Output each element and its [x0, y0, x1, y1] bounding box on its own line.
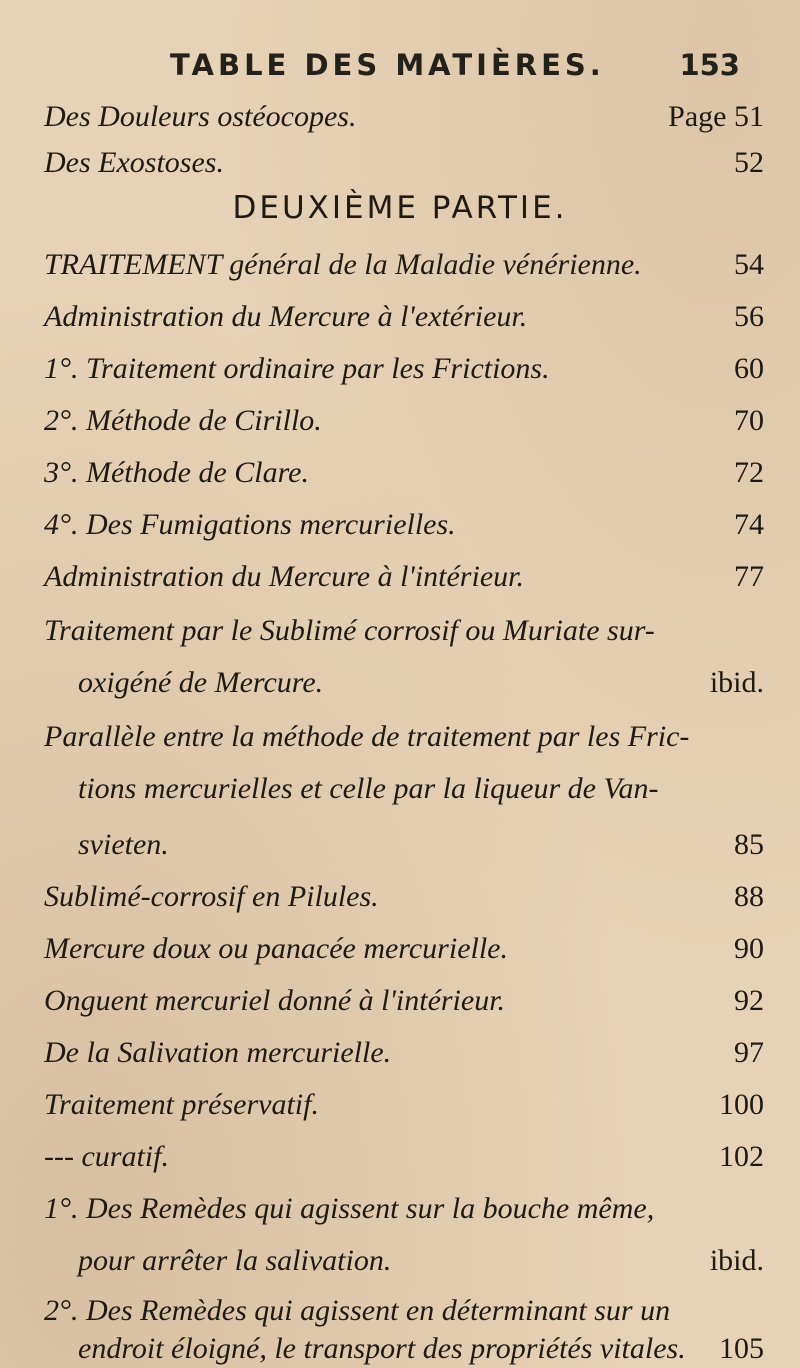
toc-entry-text: endroit éloigné, le transport des propriétés vitales. [78, 1332, 686, 1365]
toc-entry-page: 90 [734, 932, 764, 965]
toc-entry-text: pour arrêter la salivation. [78, 1244, 392, 1277]
toc-entry-page: ibid. [709, 666, 764, 699]
toc-entry-page: 92 [734, 984, 764, 1017]
toc-entry-page: 52 [734, 146, 764, 179]
toc-entry-text: 3°. Méthode de Clare. [44, 456, 309, 489]
toc-entry-text: --- curatif. [44, 1140, 169, 1173]
toc-entry-page: ibid. [709, 1244, 764, 1277]
toc-entry-text: Administration du Mercure à l'intérieur. [44, 560, 524, 593]
toc-entry-text: Traitement préservatif. [44, 1088, 319, 1121]
toc-entry-page: 105 [719, 1332, 764, 1365]
running-title: TABLE DES MATIÈRES. [170, 48, 605, 82]
toc-entry-text: 1°. Traitement ordinaire par les Frictions. [44, 352, 550, 385]
part-heading: DEUXIÈME PARTIE. [232, 190, 568, 226]
toc-entry-text: 1°. Des Remèdes qui agissent sur la bouche même, [44, 1192, 655, 1225]
toc-entry-page: 56 [734, 300, 764, 333]
toc-entry-page: 72 [734, 456, 764, 489]
toc-entry-page: Page 51 [668, 100, 764, 133]
toc-entry-page: 88 [734, 880, 764, 913]
toc-entry-text: De la Salivation mercurielle. [44, 1036, 392, 1069]
toc-entry-page: 54 [734, 248, 764, 281]
toc-entry-text: Des Douleurs ostéocopes. [44, 100, 357, 133]
toc-entry-page: 85 [734, 828, 764, 861]
toc-entry-text: Administration du Mercure à l'extérieur. [44, 300, 528, 333]
toc-entry-page: 97 [734, 1036, 764, 1069]
toc-entry-page: 70 [734, 404, 764, 437]
toc-entry-text: oxigéné de Mercure. [78, 666, 324, 699]
toc-entry-text: Traitement par le Sublimé corrosif ou Muriate sur- [44, 614, 655, 647]
toc-entry-text: Des Exostoses. [44, 146, 224, 179]
toc-entry-page: 74 [734, 508, 764, 541]
toc-entry-text: 2°. Des Remèdes qui agissent en déterminant sur un [44, 1294, 671, 1327]
toc-entry-text: Sublimé-corrosif en Pilules. [44, 880, 379, 913]
toc-entry-page: 77 [734, 560, 764, 593]
toc-entry-page: 102 [719, 1140, 764, 1173]
toc-entry-text: 2°. Méthode de Cirillo. [44, 404, 322, 437]
toc-entry-text: tions mercurielles et celle par la liqueur de Van- [78, 772, 659, 805]
toc-entry-text: TRAITEMENT général de la Maladie vénérienne. [44, 248, 642, 281]
page-number: 153 [679, 48, 740, 82]
toc-entry-text: Parallèle entre la méthode de traitement par les Fric- [44, 720, 690, 753]
toc-entry-page: 60 [734, 352, 764, 385]
running-head [170, 48, 760, 88]
toc-entry-page: 100 [719, 1088, 764, 1121]
toc-entry-text: 4°. Des Fumigations mercurielles. [44, 508, 456, 541]
toc-entry-text: Mercure doux ou panacée mercurielle. [44, 932, 508, 965]
toc-entry-text: svieten. [78, 828, 169, 861]
toc-entry-text: Onguent mercuriel donné à l'intérieur. [44, 984, 506, 1017]
